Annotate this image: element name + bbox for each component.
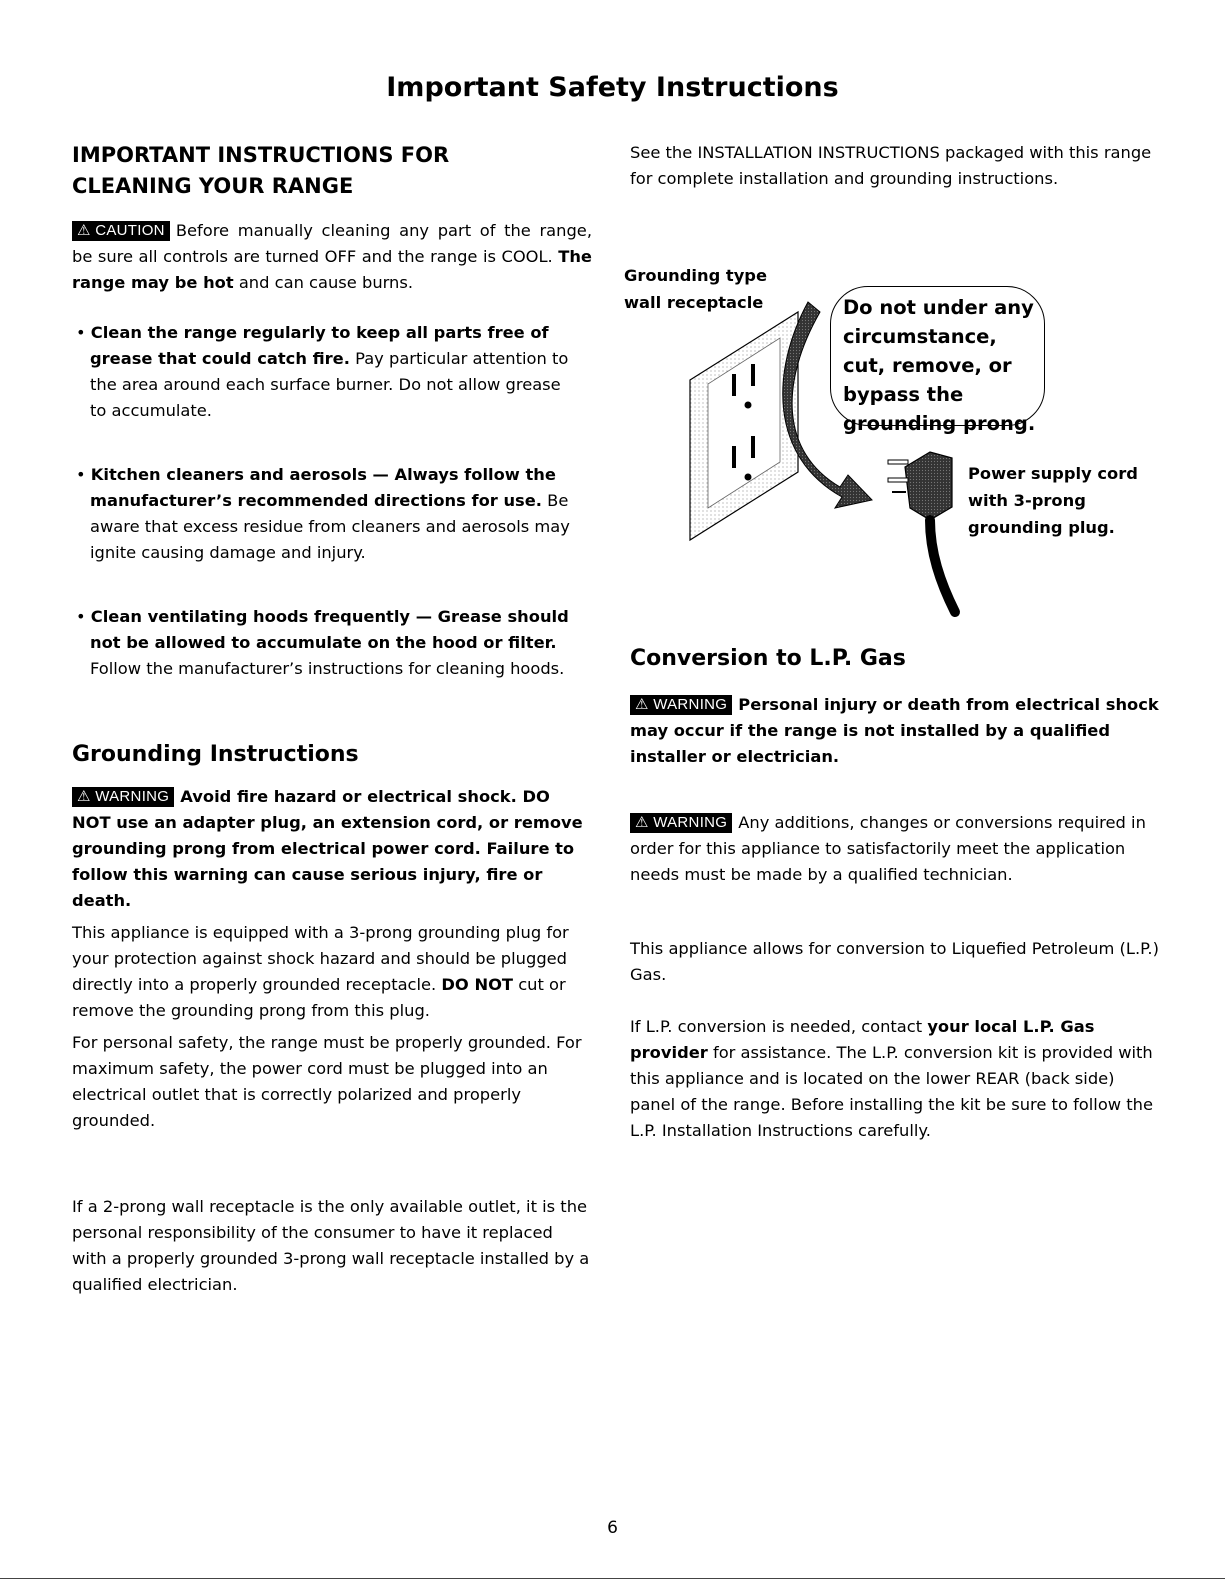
bullet-3-text: Follow the manufacturer’s instructions for cleaning hoods. xyxy=(90,659,565,678)
lp-heading: Conversion to L.P. Gas xyxy=(630,646,906,671)
lp-warning-badge-2: ⚠︎ WARNING xyxy=(630,813,732,833)
caution-block xyxy=(72,218,592,296)
cleaning-bullet-3: • Clean ventilating hoods frequently — Grease should not be allowed to accumulate on the hood or filter. Follow the manufacturer’s instructions for cleaning hoods. xyxy=(76,607,569,678)
lp-warning-2-text: Any additions, changes or conversions required in order for this appliance to satisfactorily meet the application needs must be made by a qualified technician. xyxy=(630,813,1146,884)
lp-para-1 xyxy=(630,936,1160,988)
lp-p1: This appliance allows for conversion to Liquefied Petroleum (L.P.) Gas. xyxy=(630,939,1159,984)
bullet-2-bold: Kitchen cleaners and aerosols — Always follow the manufacturer’s recommended directions for use. xyxy=(90,465,556,510)
grounding-para-1 xyxy=(72,920,592,1024)
lp-para-2 xyxy=(630,1014,1160,1144)
lp-warning-2 xyxy=(630,810,1160,888)
cord-label: Power supply cord with 3-prong grounding plug. xyxy=(968,464,1138,537)
caution-badge-label: CAUTION xyxy=(95,222,165,239)
grounding-p1-a: This appliance is equipped with a 3-prong grounding plug for your protection against shock hazard and should be plugged directly into a properly grounded receptacle. xyxy=(72,923,569,994)
cleaning-heading: IMPORTANT INSTRUCTIONS FOR CLEANING YOUR RANGE xyxy=(72,143,450,198)
receptacle-label: Grounding type wall receptacle xyxy=(624,266,768,312)
caution-text-2: and can cause burns. xyxy=(238,273,414,292)
bullet-3-bold: Clean ventilating hoods frequently — Grease should not be allowed to accumulate on the hood or filter. xyxy=(90,607,569,652)
bullet-2-text: Be aware that excess residue from cleaners and aerosols may ignite causing damage and injury. xyxy=(90,491,570,562)
caution-badge: ⚠︎ CAUTION xyxy=(72,221,170,241)
lp-warning-badge-1: ⚠︎ WARNING xyxy=(630,695,732,715)
grounding-heading-wrap xyxy=(72,742,592,767)
grounding-p2: For personal safety, the range must be properly grounded. For maximum safety, the power cord must be plugged into an electrical outlet that is correctly polarized and properly grounded. xyxy=(72,1033,582,1130)
page-number: 6 xyxy=(607,1518,618,1538)
page-title: Important Safety Instructions xyxy=(386,72,839,103)
grounding-callout: Do not under any circumstance, cut, remove, or bypass the grounding prong. xyxy=(830,286,1045,426)
grounding-warning xyxy=(72,784,592,914)
bullet-1-bold: Clean the range regularly to keep all parts free of grease that could catch fire. xyxy=(90,323,549,368)
grounding-p1-b: cut or remove the grounding prong from this plug. xyxy=(72,975,566,1020)
grounding-warning-badge: ⚠︎ WARNING xyxy=(72,787,174,807)
lp-warning-badge-2-label: WARNING xyxy=(653,814,728,831)
lp-warning-1-text: Personal injury or death from electrical shock may occur if the range is not installed by a qualified installer or electrician. xyxy=(630,695,1159,766)
bottom-rule xyxy=(0,1578,1225,1579)
lp-p2-b: for assistance. The L.P. conversion kit is provided with this appliance and is located on the lower REAR (back side) panel of the range. Before installing the kit be sure to follow the L.P. Installation Instructions carefully. xyxy=(630,1043,1153,1140)
lp-p2-bold: your local L.P. Gas provider xyxy=(630,1017,1095,1062)
cleaning-bullet-2: • Kitchen cleaners and aerosols — Always follow the manufacturer’s recommended directions for use. Be aware that excess residue from cleaners and aerosols may ignite causing damage and injury. xyxy=(76,465,570,562)
grounding-warning-text: Avoid fire hazard or electrical shock. DO NOT use an adapter plug, an extension cord, or remove grounding prong from electrical power cord. Failure to follow this warning can cause serious injury, fire or death. xyxy=(72,787,583,910)
grounding-illustration xyxy=(624,262,1160,622)
lp-warning-badge-1-label: WARNING xyxy=(653,696,728,713)
cleaning-bullet-1: • Clean the range regularly to keep all parts free of grease that could catch fire. Pay particular attention to the area around each surface burner. Do not allow grease to accumulate. xyxy=(76,323,569,420)
install-text: See the INSTALLATION INSTRUCTIONS packaged with this range for complete installation and grounding instructions. xyxy=(630,143,1152,188)
lp-p2-a: If L.P. conversion is needed, contact xyxy=(630,1017,923,1036)
grounding-p1-bold: DO NOT xyxy=(441,975,514,994)
grounding-p3: If a 2-prong wall receptacle is the only available outlet, it is the personal responsibility of the consumer to have it replaced with a properly grounded 3-prong wall receptacle installed by a qualified electrician. xyxy=(72,1197,590,1294)
lp-heading-wrap xyxy=(630,646,1160,671)
grounding-para-3 xyxy=(72,1194,592,1298)
grounding-warning-badge-label: WARNING xyxy=(95,788,170,805)
install-note xyxy=(630,140,1160,192)
lp-warning-1 xyxy=(630,692,1160,770)
grounding-para-2 xyxy=(72,1030,592,1134)
cleaning-section xyxy=(72,140,592,202)
grounding-heading: Grounding Instructions xyxy=(72,742,359,767)
caution-bold: The range may be hot xyxy=(72,247,592,292)
caution-text-1: Before manually cleaning any part of the range, be sure all controls are turned OFF and the range is COOL. xyxy=(72,221,592,266)
bullet-1-text: Pay particular attention to the area around each surface burner. Do not allow grease to accumulate. xyxy=(90,349,569,420)
